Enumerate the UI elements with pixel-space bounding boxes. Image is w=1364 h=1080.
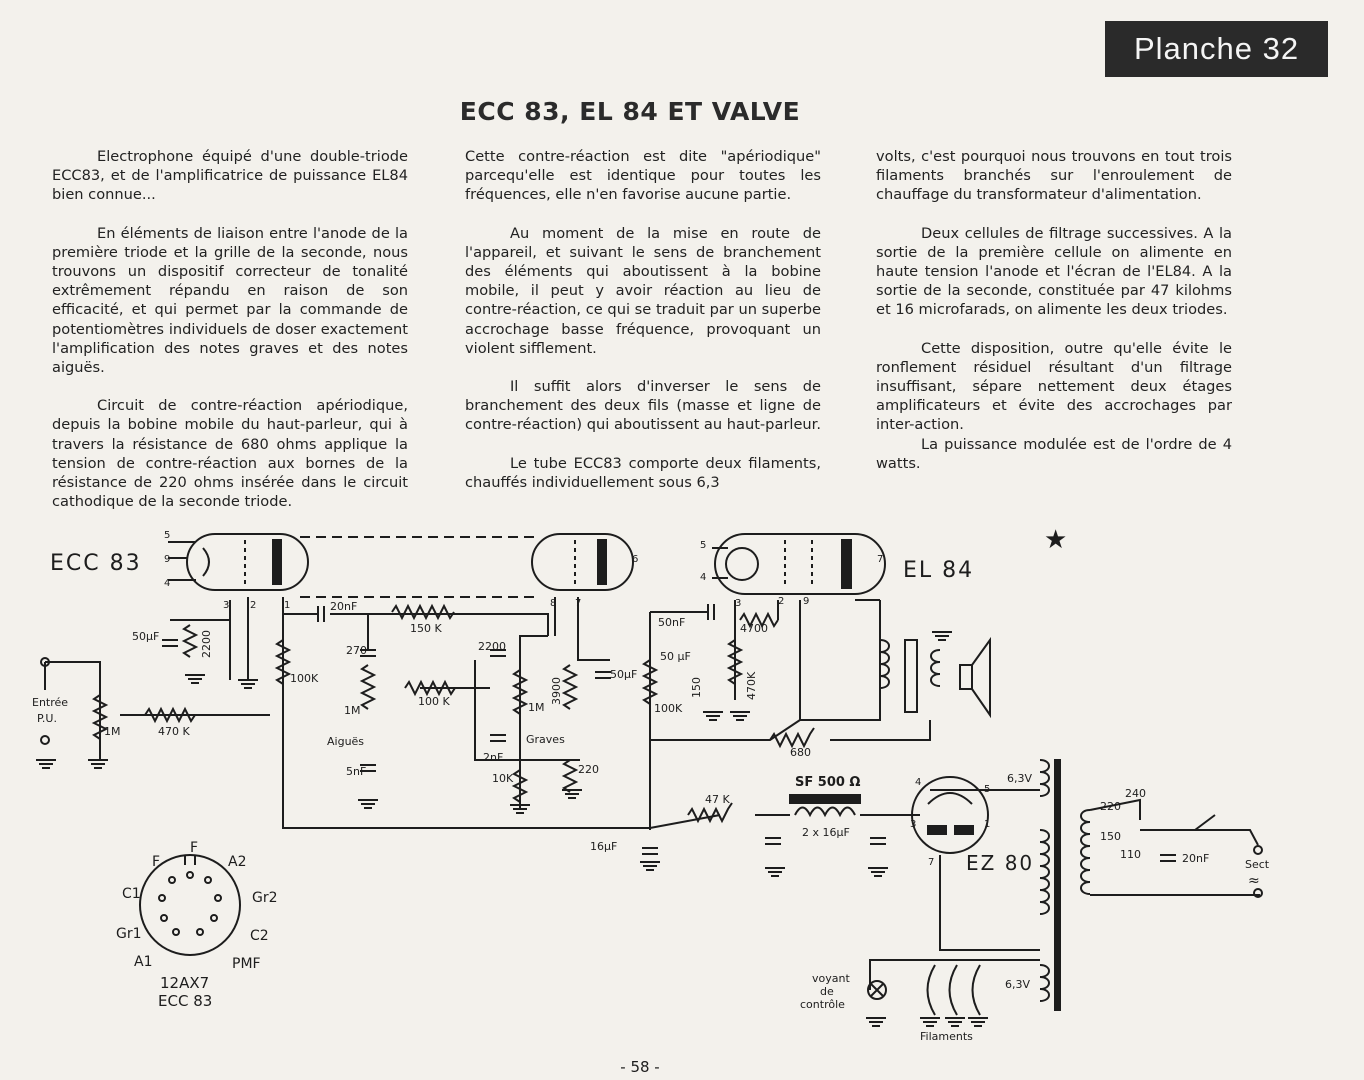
voyant-label-1: voyant <box>812 972 850 985</box>
voyant-lamp-icon <box>868 981 886 999</box>
svg-text:5: 5 <box>700 540 707 551</box>
svg-text:5: 5 <box>164 530 171 541</box>
svg-text:1: 1 <box>284 600 291 611</box>
svg-text:3: 3 <box>910 819 917 830</box>
ez80-label: EZ 80 <box>966 851 1035 875</box>
text-column-2 <box>465 147 821 492</box>
svg-text:9: 9 <box>803 596 810 607</box>
value-label: 100K <box>290 672 319 685</box>
choke-coil <box>795 808 855 816</box>
ez80-tube <box>912 777 991 853</box>
voyant-label-3: contrôle <box>800 998 845 1011</box>
pinout-diagram <box>140 855 240 955</box>
pinout-type-label: ECC 83 <box>158 992 213 1010</box>
value-label: 10K <box>492 772 514 785</box>
value-label: 50µF <box>610 668 638 681</box>
value-label: 3900 <box>550 677 563 705</box>
power-transformer <box>1040 760 1260 1010</box>
value-label: 47 K <box>705 793 730 806</box>
paragraph: Au moment de la mise en route de l'appareil, et suivant le sens de branchement des éléments qui aboutissent à la bobine mobile, il peut y avoir réaction au lieu de contre-réaction, ce qui se traduit par un superbe accrochage basse fréquence, provoquant un violent sifflement. <box>465 224 821 357</box>
paragraph: Electrophone équipé d'une double-triode ECC83, et de l'amplificatrice de puissance EL84 bien connue... <box>52 148 408 204</box>
value-label: 50µF <box>132 630 160 643</box>
svg-text:7: 7 <box>877 554 884 565</box>
value-label: 50nF <box>658 616 686 629</box>
paragraph: Cette contre-réaction est dite "apériodique" parcequ'elle est identique pour toutes les fréquences, elle n'en favorise aucune partie. <box>465 148 821 204</box>
paragraph: En éléments de liaison entre l'anode de la première triode et la grille de la seconde, nous trouvons un dispositif correcteur de tonalité extrêmement répandu en raison de son efficacité, et qui permet par la commande de potentiomètres individuels de doser exactement l'amplification des notes graves et des notes aiguës. <box>52 224 408 377</box>
value-label: 2200 <box>200 630 213 658</box>
pin-label: Gr2 <box>252 890 278 906</box>
svg-text:3: 3 <box>223 600 230 611</box>
el84-tube <box>712 534 885 594</box>
pin-label: F <box>190 840 199 856</box>
entree-label: Entrée <box>32 696 69 709</box>
ecc83-label: ECC 83 <box>50 551 142 576</box>
paragraph: Deux cellules de filtrage successives. A la sortie de la première cellule on alimente en haute tension l'anode et l'écran de l'EL84. A la sortie de la seconde, constituée par 47 kilohms et 16 microfarads, on alimente les deux triodes. <box>876 224 1232 319</box>
value-label: 110 <box>1120 848 1141 861</box>
ac-tilde-icon: ≈ <box>1248 873 1260 889</box>
value-label: 50 µF <box>660 650 691 663</box>
value-label: 680 <box>790 746 811 759</box>
paragraph: Circuit de contre-réaction apériodique, depuis la bobine mobile du haut-parleur, qui à travers la résistance de 680 ohms applique la tension de contre-réaction aux bornes de la résistance de 220 ohms insérée dans le circuit cathodique de la seconde triode. <box>52 397 408 511</box>
ecc83-tube-right <box>532 534 633 590</box>
svg-text:1: 1 <box>984 819 991 830</box>
value-label: 1M <box>344 704 361 717</box>
power-switch <box>1195 815 1258 845</box>
value-label: 1M <box>528 701 545 714</box>
pin-label: Gr1 <box>116 926 142 942</box>
capacitor-symbols <box>162 604 1176 861</box>
value-label: 5nF <box>346 765 367 778</box>
page-number: - 58 - <box>620 1058 660 1076</box>
paragraph: Le tube ECC83 comporte deux filaments, chauffés individuellement sous 6,3 <box>465 454 821 491</box>
pin-label: C1 <box>122 886 141 902</box>
svg-text:4: 4 <box>700 572 707 583</box>
value-label: 2nF <box>483 751 504 764</box>
value-label: 4700 <box>740 622 768 635</box>
pin-label: A2 <box>228 854 247 870</box>
svg-text:6: 6 <box>632 554 639 565</box>
value-label: 470K <box>745 671 758 700</box>
caps-label: 2 x 16µF <box>802 826 850 839</box>
svg-text:9: 9 <box>164 554 171 565</box>
page-title: ECC 83, EL 84 ET VALVE <box>459 97 801 126</box>
value-label: 150 K <box>410 622 442 635</box>
svg-text:7: 7 <box>575 598 582 609</box>
text-column-3 <box>876 147 1232 473</box>
pu-label: P.U. <box>37 712 57 725</box>
aigues-label: Aiguës <box>327 735 365 748</box>
svg-text:2: 2 <box>250 600 257 611</box>
text-column-1 <box>52 147 408 511</box>
svg-text:2: 2 <box>778 596 785 607</box>
value-label: 270 <box>346 644 367 657</box>
value-label: 220 <box>1100 800 1121 813</box>
value-label: 100 K <box>418 695 450 708</box>
pin-label: PMF <box>232 956 261 972</box>
resistor-symbols <box>94 606 814 821</box>
pinout-type-label: 12AX7 <box>160 974 210 992</box>
paragraph: Cette disposition, outre qu'elle évite le ronflement résiduel résultant d'un filtrage insuffisant, sépare nettement deux étages amplificateurs et évite des accrochages par inter-action. <box>876 339 1232 434</box>
svg-text:5: 5 <box>984 784 991 795</box>
value-label: 20nF <box>1182 852 1210 865</box>
paragraph: Il suffit alors d'inverser le sens de branchement des deux fils (masse et ligne de contre-réaction) qui aboutissent au haut-parleur. <box>465 378 821 434</box>
svg-text:8: 8 <box>550 598 557 609</box>
v63-label-2: 6,3V <box>1005 978 1031 991</box>
ecc83-tube-left <box>168 534 308 590</box>
pin-label: F <box>152 854 161 870</box>
el84-label: EL 84 <box>903 558 975 583</box>
ground-symbols <box>36 632 991 1026</box>
value-label: 220 <box>578 763 599 776</box>
v63-label-1: 6,3V <box>1007 772 1033 785</box>
value-label: 240 <box>1125 787 1146 800</box>
value-label: 150 <box>690 677 703 698</box>
paragraph: La puissance modulée est de l'ordre de 4 watts. <box>876 435 1232 472</box>
value-label: 20nF <box>330 600 358 613</box>
speaker-icon <box>960 640 990 715</box>
svg-text:3: 3 <box>735 598 742 609</box>
value-label: 470 K <box>158 725 190 738</box>
value-label: 100K <box>654 702 683 715</box>
svg-text:4: 4 <box>915 777 922 788</box>
pin-label: A1 <box>134 954 153 970</box>
value-label: 16µF <box>590 840 618 853</box>
filaments-label: Filaments <box>920 1030 973 1043</box>
svg-text:4: 4 <box>164 578 171 589</box>
planche-label: Planche 32 <box>1105 21 1328 77</box>
voyant-label-2: de <box>820 985 834 998</box>
star-icon: ★ <box>1044 525 1068 555</box>
pin-label: C2 <box>250 928 269 944</box>
graves-label: Graves <box>526 733 565 746</box>
sect-label: Sect <box>1245 858 1270 871</box>
svg-text:7: 7 <box>928 857 935 868</box>
output-transformer <box>880 640 940 712</box>
value-label: 2200 <box>478 640 506 653</box>
sf-label: SF 500 Ω <box>795 775 861 790</box>
value-label: 1M <box>104 725 121 738</box>
paragraph: volts, c'est pourquoi nous trouvons en tout trois filaments branchés sur l'enroulement de chauffage du transformateur d'alimentation. <box>876 148 1232 204</box>
value-label: 150 <box>1100 830 1121 843</box>
